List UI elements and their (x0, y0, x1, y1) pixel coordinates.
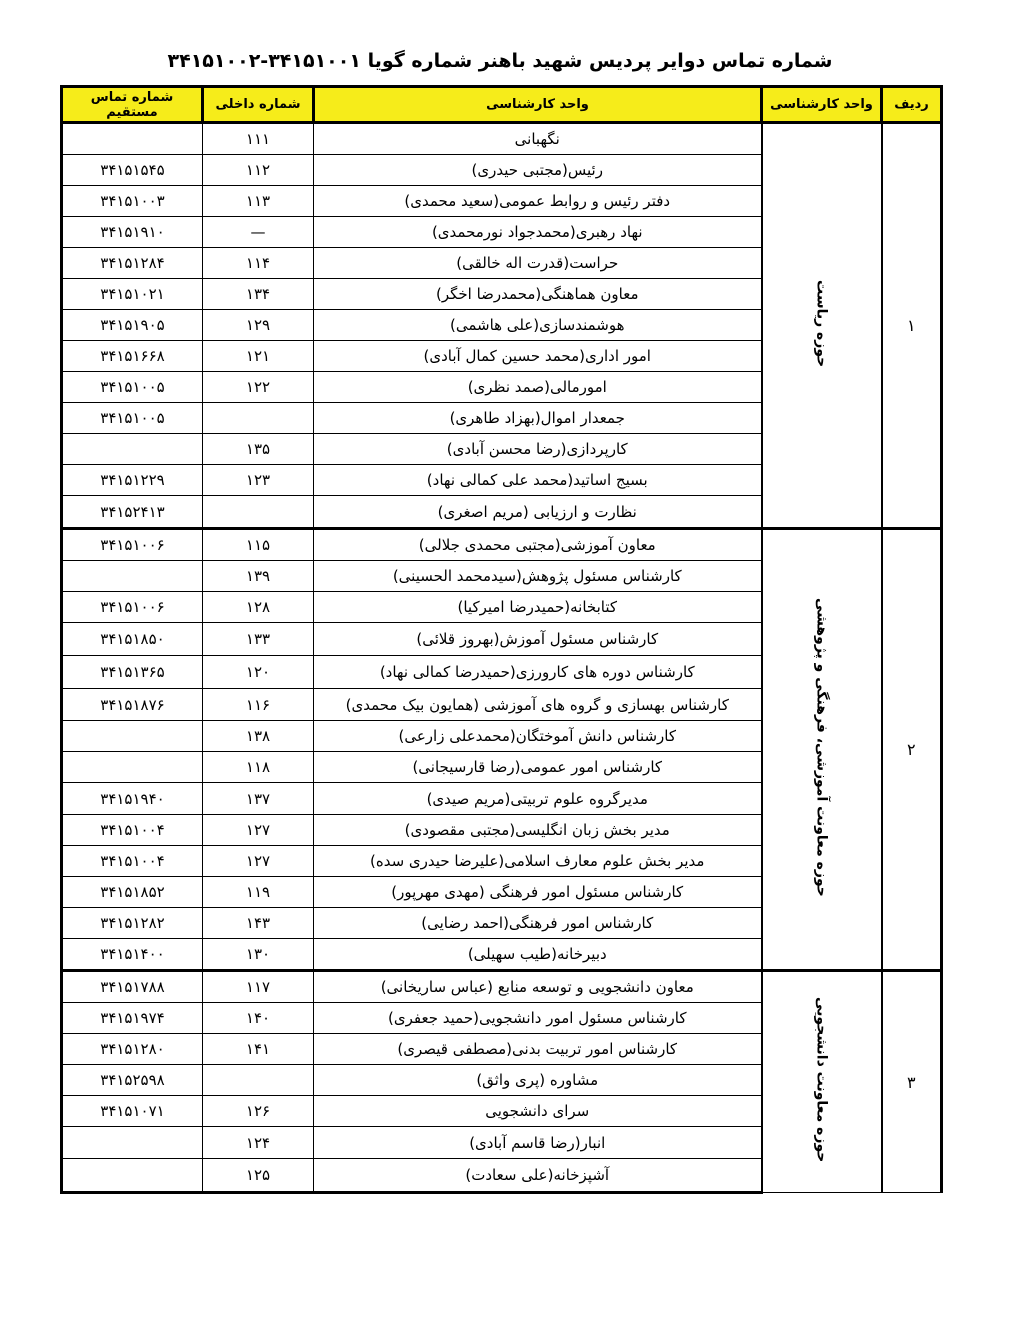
internal-number-cell: ۱۲۷ (203, 815, 314, 846)
direct-number-cell: ۳۴۱۵۱۵۴۵ (62, 155, 203, 186)
internal-number-cell: ۱۳۰ (203, 939, 314, 971)
unit-name-cell: رئیس(مجتبی حیدری) (314, 155, 762, 186)
table-row (62, 123, 942, 155)
direct-number-cell: ۳۴۱۵۲۴۱۳ (62, 496, 203, 529)
table-row (62, 971, 942, 1003)
direct-number-cell (62, 1127, 203, 1159)
unit-name-cell: نگهبانی (314, 123, 762, 155)
direct-number-cell: ۳۴۱۵۱۰۲۱ (62, 279, 203, 310)
group-department (762, 123, 882, 529)
direct-number-cell: ۳۴۱۵۱۰۰۴ (62, 815, 203, 846)
header-row-no: ردیف (882, 87, 942, 123)
internal-number-cell: ۱۲۷ (203, 846, 314, 877)
unit-name-cell: مدیر بخش زبان انگلیسی(مجتبی مقصودی) (314, 815, 762, 846)
direct-number-cell (62, 752, 203, 783)
unit-name-cell: کارشناس مسئول آموزش(بهروز قلائی) (314, 623, 762, 656)
internal-number-cell: ۱۲۲ (203, 372, 314, 403)
direct-number-cell (62, 561, 203, 592)
header-internal: شماره داخلی (203, 87, 314, 123)
direct-number-cell: ۳۴۱۵۱۲۸۴ (62, 248, 203, 279)
unit-name-cell: دبیرخانه(طیب سهیلی) (314, 939, 762, 971)
unit-name-cell: نظارت و ارزیابی (مریم اصغری) (314, 496, 762, 529)
direct-number-cell (62, 1159, 203, 1193)
direct-number-cell: ۳۴۱۵۱۴۰۰ (62, 939, 203, 971)
direct-number-cell: ۳۴۱۵۱۹۴۰ (62, 783, 203, 815)
direct-number-cell: ۳۴۱۵۱۰۰۵ (62, 403, 203, 434)
unit-name-cell: امور اداری(محمد حسین کمال آبادی) (314, 341, 762, 372)
unit-name-cell: معاون آموزشی(مجتبی محمدی جلالی) (314, 529, 762, 561)
internal-number-cell: ۱۳۳ (203, 623, 314, 656)
direct-number-cell: ۳۴۱۵۱۰۰۳ (62, 186, 203, 217)
unit-name-cell: کارشناس امور عمومی(رضا قارسیجانی) (314, 752, 762, 783)
internal-number-cell: ۱۱۳ (203, 186, 314, 217)
direct-number-cell: ۳۴۱۵۱۲۸۲ (62, 908, 203, 939)
unit-name-cell: هوشمندسازی(علی هاشمی) (314, 310, 762, 341)
unit-name-cell: معاون هماهنگی(محمدرضا اخگر) (314, 279, 762, 310)
unit-name-cell: مدیرگروه علوم تربیتی(مریم صیدی) (314, 783, 762, 815)
unit-name-cell: امورمالی(صمد نظری) (314, 372, 762, 403)
direct-number-cell: ۳۴۱۵۲۵۹۸ (62, 1065, 203, 1096)
header-unit: واحد کارشناسی (314, 87, 762, 123)
group-department (762, 971, 882, 1193)
internal-number-cell: ۱۳۷ (203, 783, 314, 815)
direct-number-cell: ۳۴۱۵۱۶۶۸ (62, 341, 203, 372)
group-department-label: حوزه ریاست (813, 279, 830, 368)
internal-number-cell: ۱۲۳ (203, 465, 314, 496)
internal-number-cell: ۱۱۹ (203, 877, 314, 908)
header-row (62, 87, 942, 123)
unit-name-cell: نهاد رهبری(محمدجواد نورمحمدی) (314, 217, 762, 248)
direct-number-cell: ۳۴۱۵۱۲۲۹ (62, 465, 203, 496)
unit-name-cell: کارشناس امور فرهنگی(احمد رضایی) (314, 908, 762, 939)
internal-number-cell (203, 1065, 314, 1096)
header-direct: شماره تماس مستقیم (62, 87, 203, 123)
internal-number-cell: ۱۲۵ (203, 1159, 314, 1193)
direct-number-cell: ۳۴۱۵۱۰۷۱ (62, 1096, 203, 1127)
direct-number-cell: ۳۴۱۵۱۸۵۰ (62, 623, 203, 656)
internal-number-cell: ۱۳۵ (203, 434, 314, 465)
unit-name-cell: کتابخانه(حمیدرضا امیرکیا) (314, 592, 762, 623)
internal-number-cell: ۱۴۰ (203, 1003, 314, 1034)
internal-number-cell (203, 403, 314, 434)
direct-number-cell (62, 123, 203, 155)
unit-name-cell: معاون دانشجویی و توسعه منابع (عباس ساریخانی) (314, 971, 762, 1003)
unit-name-cell: بسیج اساتید(محمد علی کمالی نهاد) (314, 465, 762, 496)
internal-number-cell: — (203, 217, 314, 248)
internal-number-cell: ۱۱۵ (203, 529, 314, 561)
internal-number-cell: ۱۲۸ (203, 592, 314, 623)
table-body (62, 123, 942, 1193)
unit-name-cell: کارشناس دوره های کارورزی(حمیدرضا کمالی نهاد) (314, 656, 762, 689)
unit-name-cell: آشپزخانه(علی سعادت) (314, 1159, 762, 1193)
direct-number-cell: ۳۴۱۵۱۰۰۶ (62, 592, 203, 623)
page-title: شماره تماس دوایر پردیس شهید باهنر شماره گویا ۳۴۱۵۱۰۰۱-۳۴۱۵۱۰۰۲ (167, 50, 833, 72)
unit-name-cell: دفتر رئیس و روابط عمومی(سعید محمدی) (314, 186, 762, 217)
direct-number-cell: ۳۴۱۵۱۹۰۵ (62, 310, 203, 341)
direct-number-cell: ۳۴۱۵۱۸۵۲ (62, 877, 203, 908)
internal-number-cell: ۱۳۴ (203, 279, 314, 310)
direct-number-cell (62, 434, 203, 465)
unit-name-cell: کارشناس بهسازی و گروه های آموزشی (همایون بیک محمدی) (314, 689, 762, 721)
unit-name-cell: کارشناس مسئول پژوهش(سیدمحمد الحسینی) (314, 561, 762, 592)
internal-number-cell: ۱۱۶ (203, 689, 314, 721)
direct-number-cell: ۳۴۱۵۱۰۰۶ (62, 529, 203, 561)
direct-number-cell (62, 721, 203, 752)
internal-number-cell: ۱۲۶ (203, 1096, 314, 1127)
unit-name-cell: کارپردازی(رضا محسن آبادی) (314, 434, 762, 465)
internal-number-cell: ۱۲۱ (203, 341, 314, 372)
internal-number-cell (203, 496, 314, 529)
direct-number-cell: ۳۴۱۵۱۹۷۴ (62, 1003, 203, 1034)
unit-name-cell: مدیر بخش علوم معارف اسلامی(علیرضا حیدری سده) (314, 846, 762, 877)
unit-name-cell: مشاوره (پری واثق) (314, 1065, 762, 1096)
direct-number-cell: ۳۴۱۵۱۹۱۰ (62, 217, 203, 248)
internal-number-cell: ۱۱۱ (203, 123, 314, 155)
table-row (62, 529, 942, 561)
internal-number-cell: ۱۳۹ (203, 561, 314, 592)
group-department-label: حوزه معاونت آموزشی، فرهنگی و پژوهشی (813, 598, 830, 897)
internal-number-cell: ۱۴۳ (203, 908, 314, 939)
group-department (762, 529, 882, 971)
internal-number-cell: ۱۱۷ (203, 971, 314, 1003)
direct-number-cell: ۳۴۱۵۱۰۰۴ (62, 846, 203, 877)
internal-number-cell: ۱۴۱ (203, 1034, 314, 1065)
unit-name-cell: انبار(رضا قاسم آبادی) (314, 1127, 762, 1159)
unit-name-cell: کارشناس امور تربیت بدنی(مصطفی قیصری) (314, 1034, 762, 1065)
unit-name-cell: کارشناس مسئول امور دانشجویی(حمید جعفری) (314, 1003, 762, 1034)
group-index: ۲ (882, 529, 942, 971)
internal-number-cell: ۱۱۸ (203, 752, 314, 783)
unit-name-cell: کارشناس دانش آموختگان(محمدعلی زارعی) (314, 721, 762, 752)
direct-number-cell: ۳۴۱۵۱۷۸۸ (62, 971, 203, 1003)
direct-number-cell: ۳۴۱۵۱۰۰۵ (62, 372, 203, 403)
direct-number-cell: ۳۴۱۵۱۸۷۶ (62, 689, 203, 721)
internal-number-cell: ۱۱۴ (203, 248, 314, 279)
unit-name-cell: کارشناس مسئول امور فرهنگی (مهدی مهرپور) (314, 877, 762, 908)
internal-number-cell: ۱۲۰ (203, 656, 314, 689)
group-index: ۳ (882, 971, 942, 1193)
internal-number-cell: ۱۲۴ (203, 1127, 314, 1159)
direct-number-cell: ۳۴۱۵۱۲۸۰ (62, 1034, 203, 1065)
direct-number-cell: ۳۴۱۵۱۳۶۵ (62, 656, 203, 689)
group-department-label: حوزه معاونت دانشجویی (813, 997, 830, 1163)
unit-name-cell: سرای دانشجویی (314, 1096, 762, 1127)
internal-number-cell: ۱۳۸ (203, 721, 314, 752)
contacts-table (60, 85, 943, 1194)
internal-number-cell: ۱۱۲ (203, 155, 314, 186)
header-dept: واحد کارشناسی (762, 87, 882, 123)
group-index: ۱ (882, 123, 942, 529)
internal-number-cell: ۱۲۹ (203, 310, 314, 341)
unit-name-cell: جمعدار اموال(بهزاد طاهری) (314, 403, 762, 434)
unit-name-cell: حراست(قدرت اله خالقی) (314, 248, 762, 279)
